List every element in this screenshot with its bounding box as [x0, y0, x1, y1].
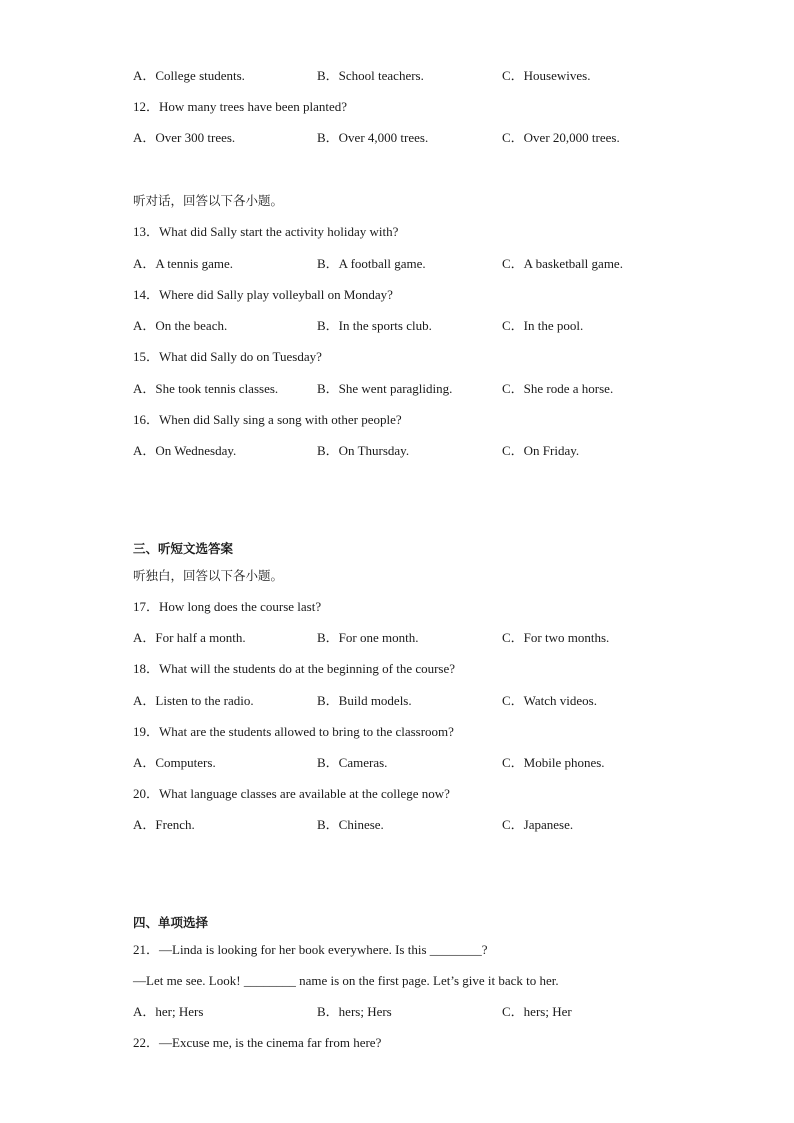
options-row-q13 — [133, 256, 733, 272]
options-row-q18 — [133, 693, 733, 709]
options-row-q19 — [133, 755, 733, 771]
question-13: 13．What did Sally start the activity holiday with? — [133, 224, 399, 239]
option-b: B．Cameras. — [317, 755, 388, 770]
option-b: B．In the sports club. — [317, 318, 432, 333]
option-c: C．On Friday. — [502, 443, 580, 458]
option-b: B．She went paragliding. — [317, 381, 453, 396]
question-21-reply: —Let me see. Look! ________ name is on the first page. Let’s give it back to her. — [133, 973, 559, 988]
question-21: 21．—Linda is looking for her book everywhere. Is this ________? — [133, 942, 488, 957]
option-c: C．Japanese. — [502, 817, 574, 832]
instruction-monologue: 听独白，回答以下各小题。 — [133, 568, 284, 583]
options-row-q17 — [133, 630, 733, 646]
option-b: B．Over 4,000 trees. — [317, 130, 429, 145]
option-b: B．School teachers. — [317, 68, 424, 83]
section-heading-3: 三、听短文选答案 — [133, 541, 234, 556]
option-a: A．Computers. — [133, 755, 216, 770]
options-row-q20 — [133, 817, 733, 833]
question-19: 19．What are the students allowed to bring to the classroom? — [133, 724, 454, 739]
option-c: C．A basketball game. — [502, 256, 623, 271]
option-a: A．A tennis game. — [133, 256, 234, 271]
option-c: C．Over 20,000 trees. — [502, 130, 620, 145]
options-row-q15 — [133, 381, 733, 397]
option-a: A．her; Hers — [133, 1004, 204, 1019]
options-row-q14 — [133, 318, 733, 334]
option-a: A．For half a month. — [133, 630, 246, 645]
option-c: C．Watch videos. — [502, 693, 597, 708]
option-b: B．Build models. — [317, 693, 412, 708]
option-a: A．Listen to the radio. — [133, 693, 254, 708]
question-18: 18．What will the students do at the beginning of the course? — [133, 661, 456, 676]
section-heading-4: 四、单项选择 — [133, 915, 209, 930]
options-row-q11 — [133, 68, 733, 84]
option-b: B．hers; Hers — [317, 1004, 392, 1019]
question-20: 20．What language classes are available at the college now? — [133, 786, 450, 801]
option-a: A．On the beach. — [133, 318, 228, 333]
option-c: C．hers; Her — [502, 1004, 572, 1019]
option-c: C．Housewives. — [502, 68, 591, 83]
option-b: B．Chinese. — [317, 817, 384, 832]
option-b: B．On Thursday. — [317, 443, 410, 458]
options-row-q16 — [133, 443, 733, 459]
question-14: 14．Where did Sally play volleyball on Monday? — [133, 287, 393, 302]
option-a: A．Over 300 trees. — [133, 130, 236, 145]
option-c: C．For two months. — [502, 630, 610, 645]
option-a: A．College students. — [133, 68, 245, 83]
question-22: 22．—Excuse me, is the cinema far from here? — [133, 1035, 382, 1050]
option-b: B．A football game. — [317, 256, 426, 271]
options-row-q21 — [133, 1004, 733, 1020]
option-c: C．She rode a horse. — [502, 381, 614, 396]
question-16: 16．When did Sally sing a song with other people? — [133, 412, 402, 427]
option-a: A．On Wednesday. — [133, 443, 237, 458]
option-c: C．In the pool. — [502, 318, 584, 333]
option-a: A．She took tennis classes. — [133, 381, 279, 396]
options-row-q12 — [133, 130, 733, 146]
option-a: A．French. — [133, 817, 195, 832]
option-b: B．For one month. — [317, 630, 419, 645]
question-17: 17．How long does the course last? — [133, 599, 322, 614]
instruction-dialogue: 听对话，回答以下各小题。 — [133, 193, 284, 208]
option-c: C．Mobile phones. — [502, 755, 605, 770]
question-15: 15．What did Sally do on Tuesday? — [133, 349, 322, 364]
question-12: 12．How many trees have been planted? — [133, 99, 348, 114]
